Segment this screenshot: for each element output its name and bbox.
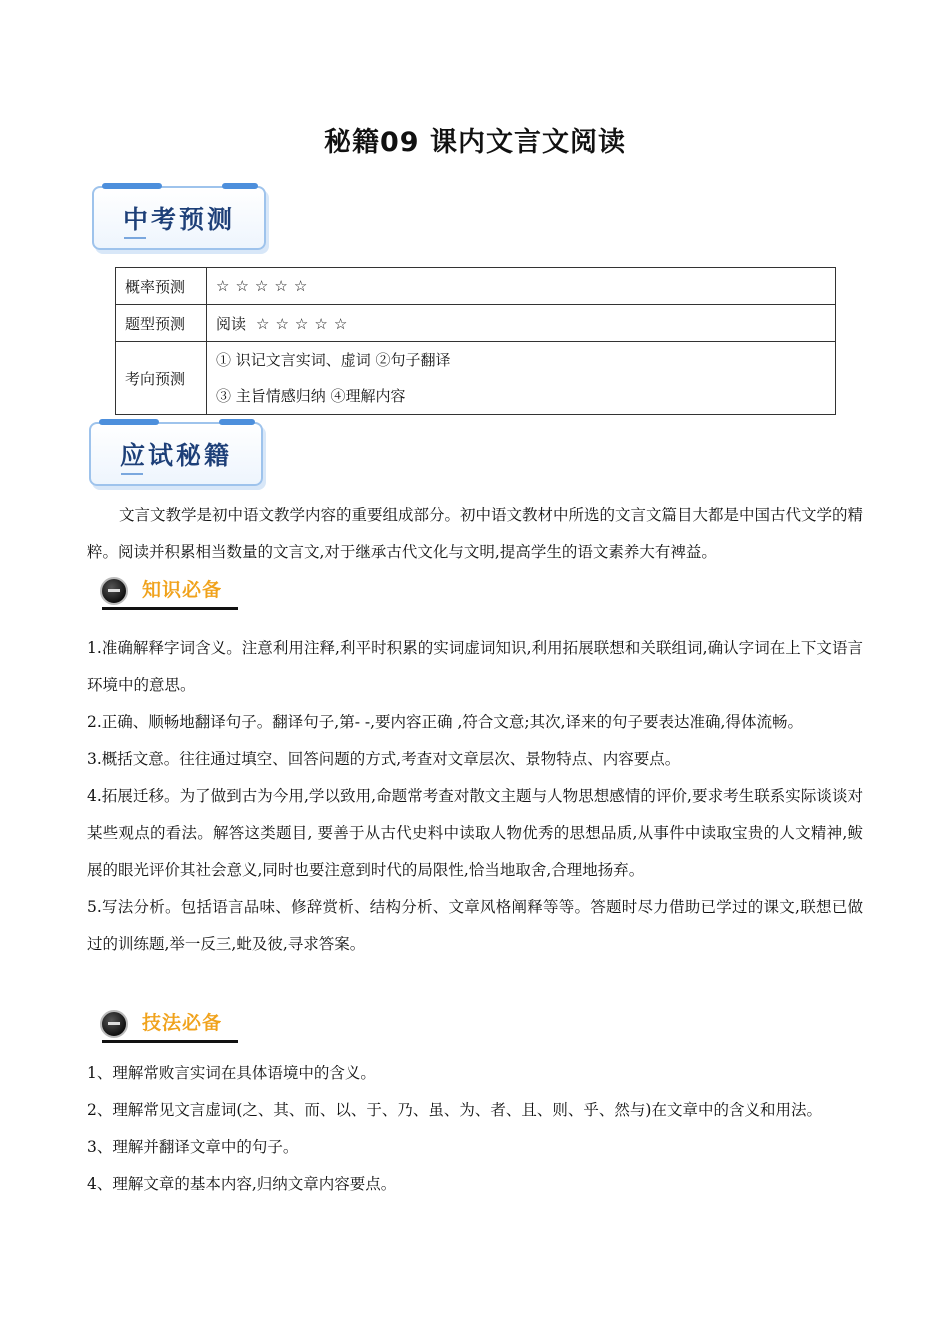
row-label: 概率预测	[116, 268, 207, 305]
intro-paragraph: 文言文教学是初中语文教学内容的重要组成部分。初中语文教材中所选的文言文篇目大都是中国古代文学的精粹。阅读并积累相当数量的文言文,对于继承古代文化与文明,提高学生的语文素养大有裨益。	[87, 506, 864, 561]
direction-line: ③ 主旨情感归纳 ④理解内容	[216, 387, 406, 405]
table-row	[116, 342, 836, 415]
row-label: 考向预测	[116, 342, 207, 415]
star-icon: ☆	[293, 277, 308, 295]
question-type: 阅读	[216, 314, 247, 333]
section-underline	[102, 1040, 238, 1043]
forecast-table	[115, 267, 836, 415]
section-heading: 技法必备	[142, 1012, 223, 1034]
list-item: 3、理解并翻译文章中的句子。	[87, 1138, 299, 1156]
section-heading: 知识必备	[142, 579, 223, 601]
star-icon: ☆	[274, 277, 288, 295]
table-row	[116, 268, 836, 305]
star-icon: ☆	[256, 314, 270, 333]
banner-decoration	[124, 237, 146, 239]
question-type-cell	[207, 305, 836, 342]
row-label: 题型预测	[116, 305, 207, 342]
star-icon: ☆	[216, 277, 230, 295]
list-item: 1.准确解释字词含义。注意利用注释,利平时积累的实词虚词知识,利用拓展联想和关联组词,确认字词在上下文语言环境中的意思。	[87, 639, 863, 694]
list-item: 5.写法分析。包括语言品味、修辞赏析、结构分析、文章风格阐释等等。答题时尽力借助已学过的课文,联想已做过的训练题,举一反三,蚍及彼,寻求答案。	[87, 898, 863, 953]
list-item: 1、理解常败言实词在具体语境中的含义。	[87, 1064, 376, 1082]
table-row	[116, 305, 836, 342]
star-icon: ☆	[314, 314, 328, 333]
banner-tips	[89, 422, 263, 486]
list-item: 2.正确、顺畅地翻译句子。翻译句子,第- -,要内容正确 ,符合文意;其次,译来的句子要表达准确,得体流畅。	[87, 713, 803, 731]
bullet-disc-icon	[100, 1010, 128, 1038]
list-item: 4、理解文章的基本内容,归纳文章内容要点。	[87, 1175, 397, 1193]
page-title: 秘籍09 课内文言文阅读	[324, 127, 626, 158]
section-underline	[102, 607, 238, 610]
star-icon: ☆	[294, 314, 309, 333]
section-skills	[100, 1006, 240, 1040]
star-icon: ☆	[333, 314, 348, 333]
banner-forecast	[92, 186, 266, 250]
section-knowledge	[100, 573, 240, 607]
list-item: 3.概括文意。往往通过填空、回答问题的方式,考查对文章层次、景物特点、内容要点。	[87, 750, 681, 768]
bullet-disc-icon	[100, 577, 128, 605]
star-icon: ☆	[275, 314, 289, 333]
banner-tips-label: 应试秘籍	[119, 441, 232, 470]
list-item: 2、理解常见文言虚词(之、其、而、以、于、乃、虽、为、者、且、则、乎、然与)在文章中的含义和用法。	[87, 1101, 822, 1119]
list-item: 4.拓展迁移。为了做到古为今用,学以致用,命题常考查对散文主题与人物思想感情的评价,要求考生联系实际谈谈对某些观点的看法。解答这类题目, 要善于从古代史料中读取人物优秀的思想品质,从事件中读取宝贵的人文精神,鲅展的眼光评价其社会意义,同时也要注意到时代的局限性,恰当地取舍,合理地扬弃。	[87, 787, 863, 879]
knowledge-list	[87, 630, 863, 963]
star-icon: ☆	[235, 277, 249, 295]
direction-cell	[207, 342, 836, 415]
banner-forecast-label: 中考预测	[122, 205, 235, 234]
direction-line: ① 识记文言实词、虚词 ②句子翻译	[216, 351, 451, 369]
skills-list	[87, 1055, 863, 1203]
banner-decoration	[121, 473, 143, 475]
star-icon: ☆	[254, 277, 269, 295]
probability-stars	[207, 268, 836, 305]
